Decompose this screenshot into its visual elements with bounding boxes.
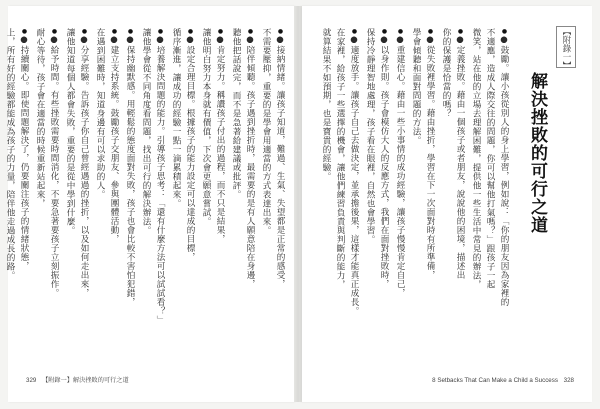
text-column: ● ●適度放手。讓孩子自己去做決定，並承擔後果，這樣才能真正成長。	[348, 28, 360, 358]
text-column: ● ●定義挫敗。藉由一個孩子或者朋友，說說他的困境，描述出	[454, 28, 466, 358]
left-page	[5, 6, 294, 402]
text-column: 循序漸進，讓成功的經驗一點一滴累積起來。	[171, 28, 181, 208]
text-column: 讓他明白努力本身就有價值，下次會更願意嘗試。	[201, 28, 211, 226]
text-column: ● ●設定合理目標。根據孩子的能力設定可以達成的目標，	[184, 28, 196, 358]
running-head: 【附錄一】解決挫敗的可行之道	[42, 377, 129, 384]
text-column: 在遇到困難時，知道身邊有可以求助的人。	[95, 28, 105, 199]
left-footer	[22, 375, 129, 384]
text-column: 上，所有好的經驗都能成為孩子的力量，陪伴他走過成長的路。	[5, 28, 15, 280]
text-column: ● ●重建信心。藉由一些小事情的成功經驗，讓孩子慢慢肯定自己，	[394, 28, 406, 358]
text-column: 讓他學會從不同角度看問題，找出可行的解決辦法。	[141, 28, 151, 235]
text-column: 不需要壓抑，重要的是學會用適當的方式表達出來。	[261, 28, 271, 235]
right-footer	[432, 377, 578, 384]
chapter-title: 解決挫敗的可行之道	[527, 72, 547, 234]
text-column: 聽他把話說完，而不是急著給建議或批評。	[231, 28, 241, 199]
text-column: 微笑，站在他的立場去理解困難，提供他一些生活中常見的辦法，	[471, 28, 481, 289]
text-column: 讓他知道每個人都會失敗，重要的是從中學到什麼。	[65, 28, 75, 235]
text-column: 在家裡，給孩子一些選擇的機會，讓他們練習負責與判斷的能力，	[335, 28, 345, 289]
text-column: 耐心等待，孩子會在適當的時候重新站起來，	[35, 28, 45, 208]
appendix-tag: 【附錄一】	[556, 26, 576, 68]
page-number: 328	[563, 377, 574, 384]
text-column: ● ●以身作則。孩子會模仿大人的反應方式，我們在面對挫敗時，	[378, 28, 390, 358]
text-column: ● ●鼓勵。讓小孩從別人的身上學習，例如說：「你的朋友因為家裡的	[498, 28, 510, 358]
text-column: ● ●培養解決問題的能力。引導孩子思考：「還有什麼方法可以試試看？」	[154, 28, 166, 358]
text-column: ● ●分享經驗。告訴孩子你自己曾經遇過的挫折，以及如何走出來，	[78, 28, 90, 358]
text-column: ● ●接納情緒。讓孩子知道，難過、生氣、失望都是正常的感受，	[274, 28, 286, 358]
text-column: 保持冷靜理智地處理，孩子看在眼裡，自然也會學習。	[365, 28, 375, 244]
text-column: ● ●從失敗裡學習。藉由挫折，學習在下一次面對時有所準備，	[424, 28, 436, 358]
text-column: 不適應，造成人際交往的問題，你可以幫他打氣嗎？」跟孩子一起	[485, 28, 495, 289]
text-column: 就算結果不如預期，也是寶貴的經驗。	[321, 28, 331, 181]
text-column: ● ●給予時間。有些挫敗需要時間消化，不要急著要孩子立刻振作。	[48, 28, 60, 358]
page-number: 329	[26, 377, 37, 384]
book-gutter	[294, 6, 302, 402]
text-column: ● ●陪伴傾聽。孩子遇到挫折時，最需要的是有人願意陪在身邊，	[244, 28, 256, 358]
running-head: 8 Setbacks That Can Make a Child a Success	[432, 377, 558, 384]
text-column: ● ●建立支持系統。鼓勵孩子交朋友、參與團體活動，	[108, 28, 120, 358]
right-page	[302, 6, 592, 402]
text-column: 你的保護是恰當的嗎？	[441, 28, 451, 118]
text-column: ● ●持續關心。即使問題解決了，仍要關注孩子的情緒狀態，	[18, 28, 30, 358]
text-column: ● ●肯定努力。稱讚孩子付出的過程，而不只是結果，	[214, 28, 226, 358]
text-column: ● ●保持幽默感。用輕鬆的態度面對失敗，孩子也會比較不害怕犯錯，	[124, 28, 136, 358]
text-column: 學會傾聽和面對問題的方法。	[411, 28, 421, 145]
